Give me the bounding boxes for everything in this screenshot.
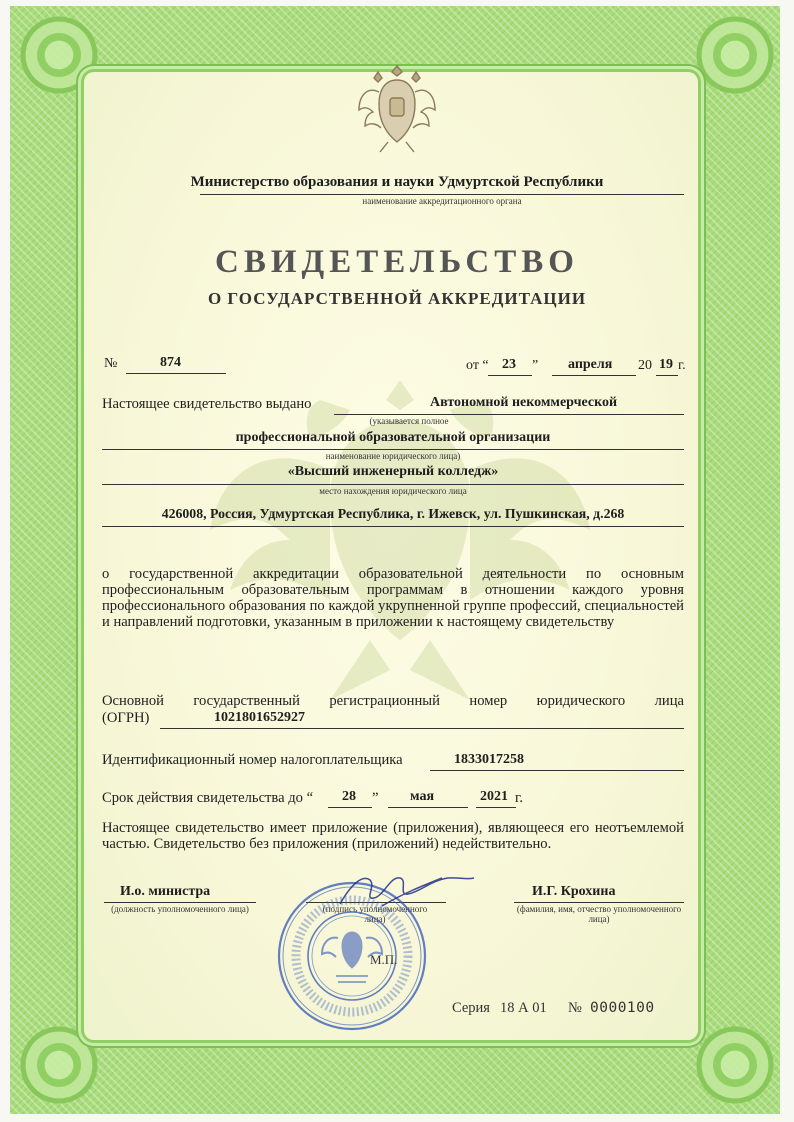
date-quote: ” xyxy=(532,358,539,373)
seal-placeholder: М.П. xyxy=(370,952,398,967)
signer-position: И.о. министра xyxy=(120,884,211,899)
divider xyxy=(160,728,684,729)
signer-name: И.Г. Крохина xyxy=(532,884,616,899)
validity-day: 28 xyxy=(342,789,356,804)
coat-of-arms-icon xyxy=(356,62,438,154)
ogrn-value: 1021801652927 xyxy=(214,710,305,725)
date-prefix: от “ xyxy=(466,358,489,373)
divider xyxy=(102,484,684,485)
org-address: 426008, Россия, Удмуртская Республика, г. Ижевск, ул. Пушкинская, д.268 xyxy=(161,506,625,521)
divider xyxy=(126,373,226,374)
issue-year: 19 xyxy=(659,357,673,372)
org-name-caption: (указывается полное xyxy=(369,416,449,426)
ogrn-label: Основной государственный регистрационный номер юридического лица xyxy=(102,693,684,709)
divider xyxy=(102,449,684,450)
org-name-caption-2: наименование юридического лица) xyxy=(325,451,461,461)
page-title: СВИДЕТЕЛЬСТВО xyxy=(215,244,579,280)
accreditation-scope: о государственной аккредитации образовательной деятельности по основным профессиональным образовательным программам в отношении каждого уровня профессионального образования по каждой укрупненной группе профессий, специальностей и направлений подготовки, указанным в приложении к настоящему свидетельству xyxy=(102,566,684,630)
divider xyxy=(334,414,684,415)
divider xyxy=(102,526,684,527)
divider xyxy=(200,194,684,195)
inn-value: 1833017258 xyxy=(454,752,524,767)
validity-label: Срок действия свидетельства до “ xyxy=(102,790,314,806)
org-name-line2: профессиональной образовательной организации xyxy=(235,430,551,445)
name-caption: (фамилия, имя, отчество уполномоченного лица) xyxy=(516,904,682,924)
issued-label: Настоящее свидетельство выдано xyxy=(102,396,312,412)
address-caption: место нахождения юридического лица xyxy=(319,486,467,496)
divider xyxy=(388,807,468,808)
series-value: 18 А 01 xyxy=(500,1000,547,1016)
org-name-line1: Автономной некоммерческой xyxy=(430,395,618,410)
position-caption: (должность уполномоченного лица) xyxy=(111,904,249,914)
issuing-authority: Министерство образования и науки Удмуртской Республики xyxy=(190,174,604,190)
issue-day: 23 xyxy=(502,357,516,372)
page-subtitle: О ГОСУДАРСТВЕННОЙ АККРЕДИТАЦИИ xyxy=(207,289,587,308)
divider xyxy=(104,902,256,903)
divider xyxy=(476,807,516,808)
number-label: № xyxy=(104,356,118,371)
divider xyxy=(328,807,372,808)
inn-label: Идентификационный номер налогоплательщика xyxy=(102,752,403,768)
divider xyxy=(430,770,684,771)
corner-ornament xyxy=(690,1020,780,1110)
series-number: 0000100 xyxy=(590,1000,655,1016)
appendix-note: Настоящее свидетельство имеет приложение (приложения), являющееся его неотъемлемой частью. Свидетельство без приложения (приложений) недействительно. xyxy=(102,820,684,852)
divider xyxy=(514,902,684,903)
org-name-line3: «Высший инженерный колледж» xyxy=(287,464,499,479)
validity-month: мая xyxy=(410,789,435,804)
year-end: г. xyxy=(515,790,523,806)
date-quote: ” xyxy=(372,790,379,806)
divider xyxy=(656,375,678,376)
handwritten-signature-icon xyxy=(330,866,480,916)
series-number-label: № xyxy=(568,1000,582,1016)
corner-ornament xyxy=(690,10,780,100)
year-end: г. xyxy=(678,358,686,373)
divider xyxy=(552,375,636,376)
issue-month: апреля xyxy=(568,357,613,372)
validity-year: 2021 xyxy=(480,789,508,804)
ogrn-label-2: (ОГРН) xyxy=(102,710,150,726)
divider xyxy=(488,375,532,376)
year-prefix: 20 xyxy=(638,358,652,373)
authority-caption: наименование аккредитационного органа xyxy=(362,196,522,206)
certificate-number: 874 xyxy=(160,355,181,370)
series-label: Серия xyxy=(452,1000,490,1016)
signature-caption: (подпись уполномоченного лица) xyxy=(322,904,428,924)
